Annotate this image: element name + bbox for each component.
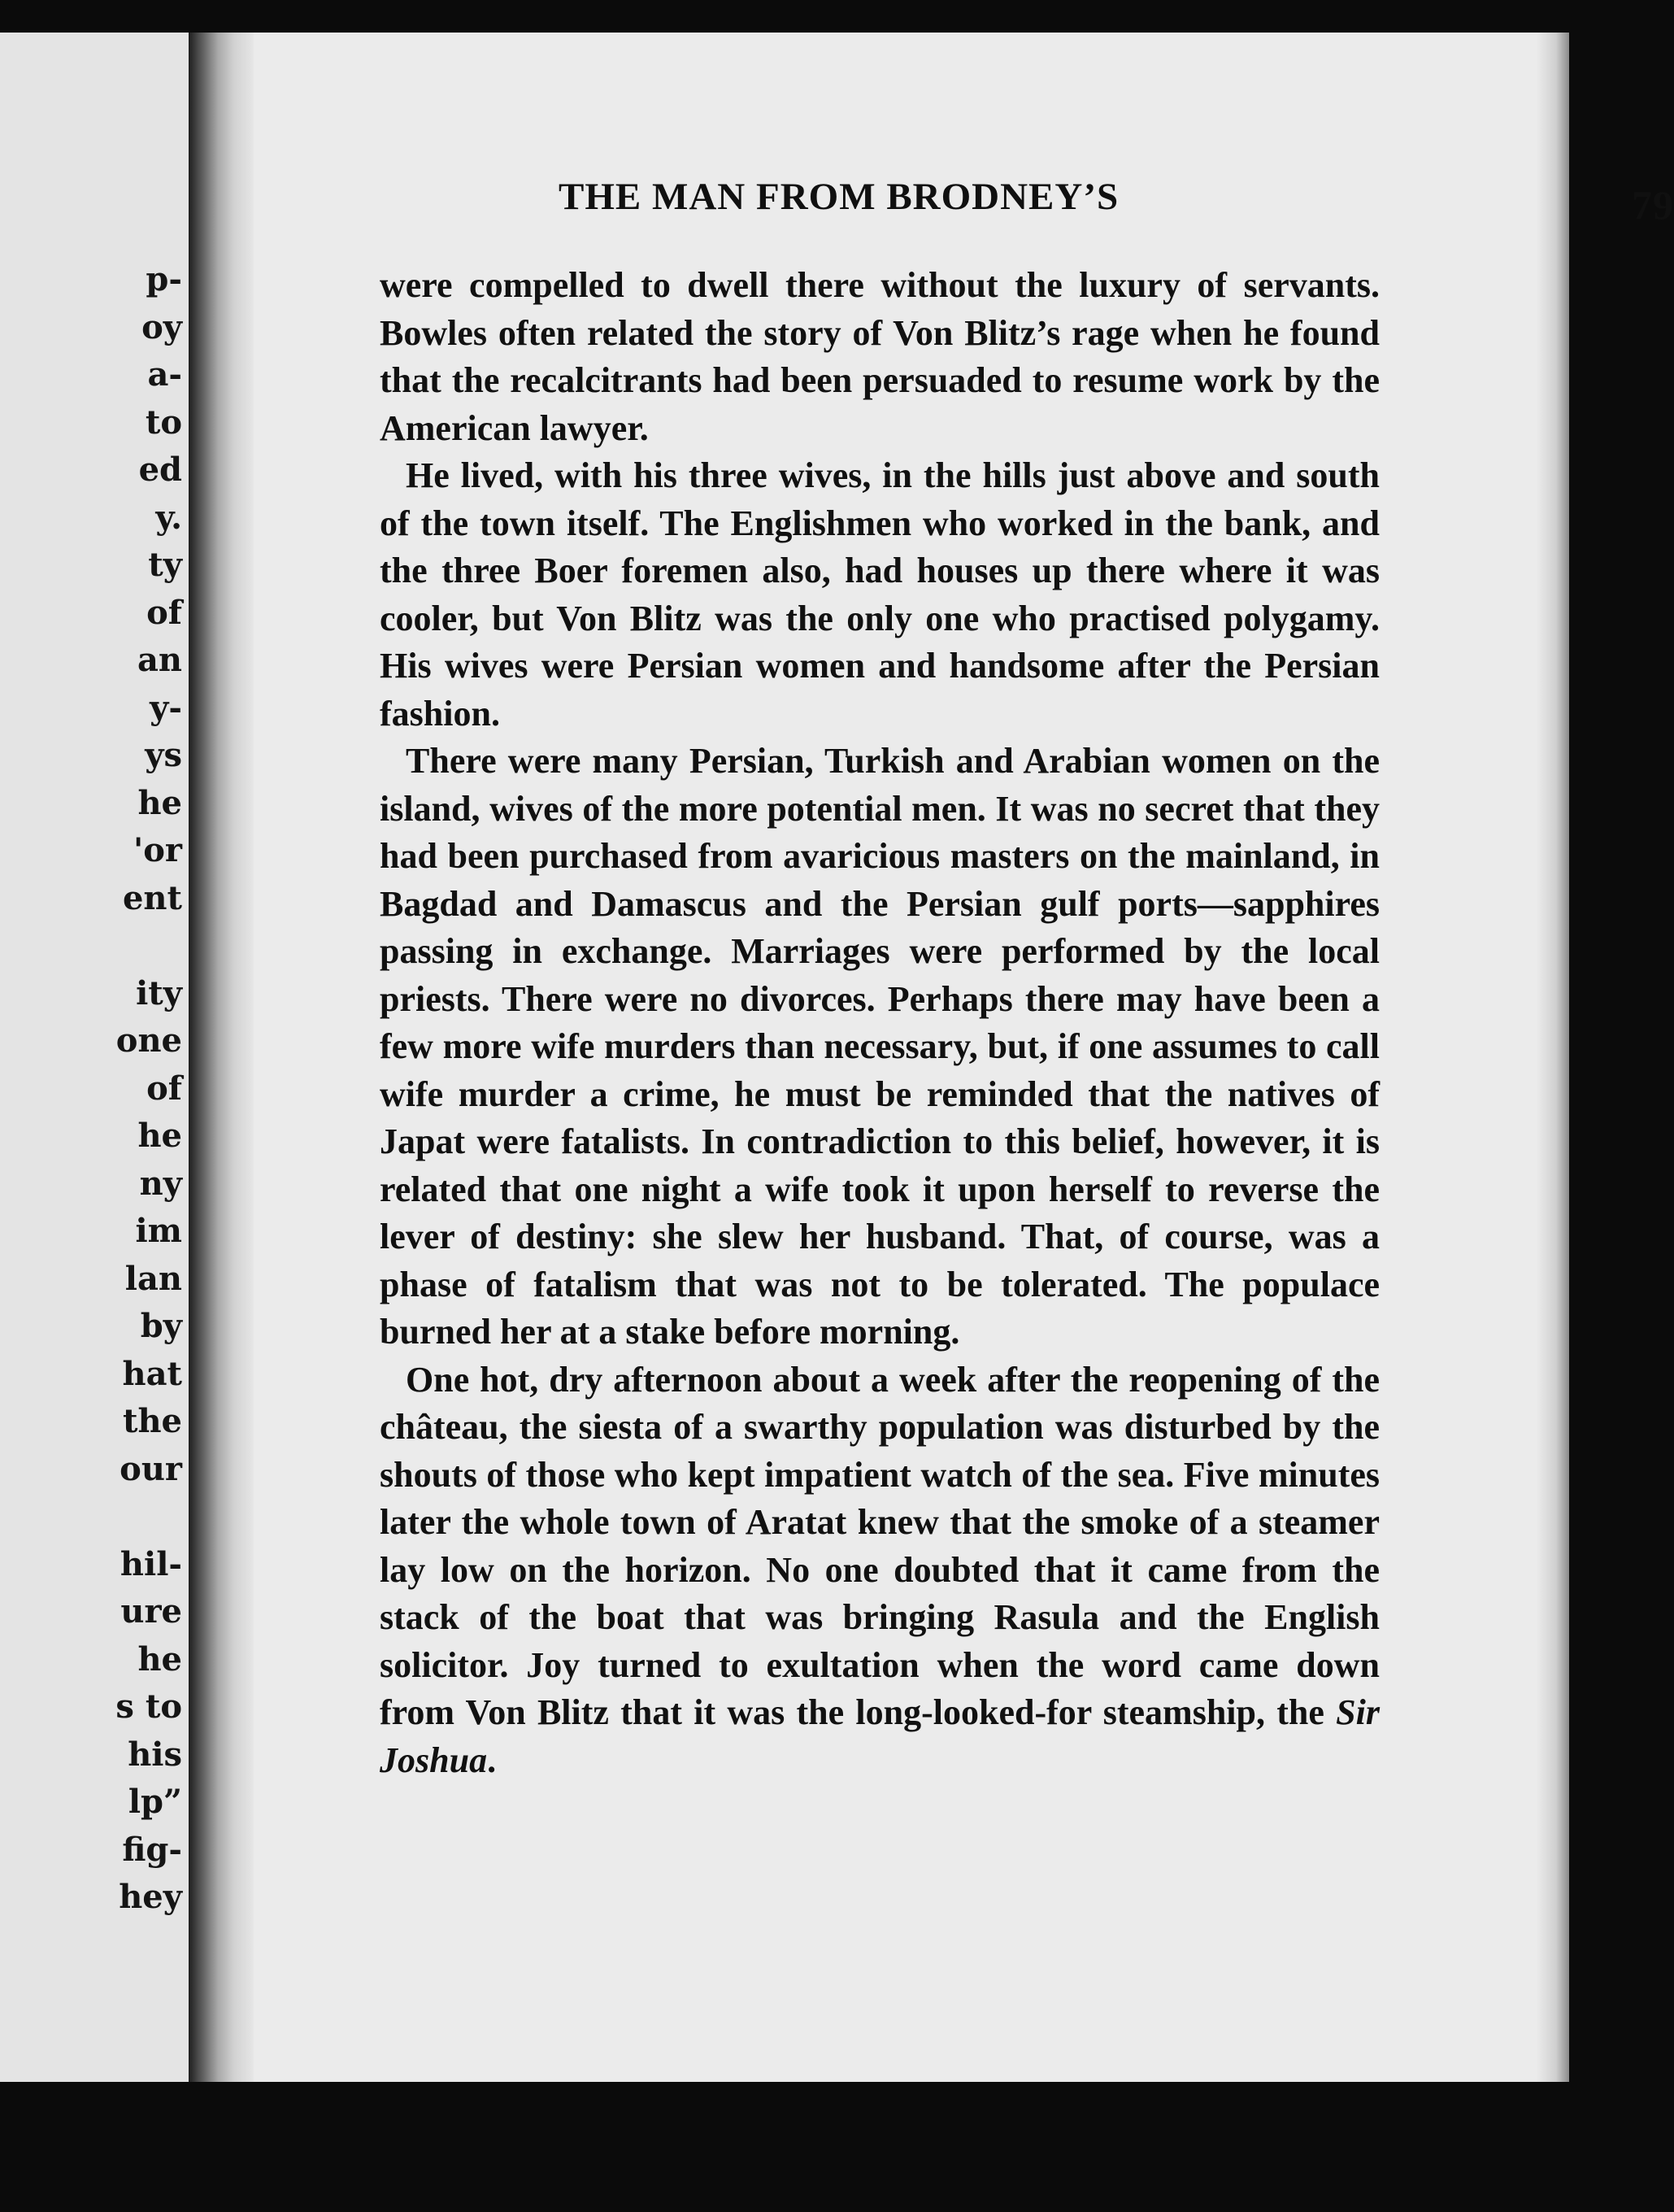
paragraph-2: He lived, with his three wives, in the hills just above and south of the town itself. The Englishmen who worked in the bank, and the three Boer foremen also, had houses up there where it was cooler, but Von Blitz was the only one who practised polygamy. His wives were Persian women and handsome after the Persian fashion. (380, 455, 1380, 734)
previous-page-line-fragment: of (146, 593, 182, 632)
previous-page-line-fragment: one (115, 1021, 182, 1060)
previous-page-line-fragment: a- (147, 355, 182, 394)
previous-page-line-fragment: he (137, 783, 182, 822)
previous-page-line-fragment: y- (150, 688, 182, 727)
book-page (254, 33, 1674, 2082)
previous-page-line-fragment: y. (155, 498, 182, 537)
previous-page-line-fragment: of (146, 1069, 182, 1108)
paragraph-1: were compelled to dwell there without the luxury of servants. Bowles often related the story of Von Blitz’s rage when he found that the recalcitrants had been persuaded to resume work by the American lawyer. (380, 265, 1380, 448)
body-text (380, 262, 1380, 1784)
book-gutter-shadow (189, 33, 254, 2082)
previous-page-line-fragment: lan (124, 1259, 182, 1298)
ship-name: Sir Joshua (380, 1692, 1380, 1780)
previous-page-line-fragment: fig- (122, 1830, 182, 1869)
previous-page-line-fragment: hey (119, 1878, 182, 1916)
previous-page-edge (0, 33, 189, 2082)
page-number: 79 (1632, 182, 1674, 228)
paragraph-4-end: . (487, 1740, 497, 1780)
previous-page-line-fragment: ny (139, 1164, 182, 1203)
previous-page-line-fragment: hil- (120, 1544, 182, 1583)
previous-page-line-fragment: s to (115, 1687, 182, 1726)
previous-page-line-fragment: lp” (128, 1783, 182, 1821)
previous-page-line-fragment: hat (122, 1354, 182, 1393)
previous-page-line-fragment: the (122, 1402, 182, 1440)
previous-page-line-fragment: our (120, 1449, 182, 1488)
previous-page-line-fragment: by (140, 1307, 182, 1345)
previous-page-line-fragment: p- (146, 260, 182, 298)
previous-page-line-fragment: ys (145, 736, 182, 774)
running-head-title: THE MAN FROM BRODNEY’S (559, 176, 1120, 218)
previous-page-line-fragment: he (137, 1117, 182, 1155)
previous-page-line-fragment: ure (120, 1592, 182, 1631)
previous-page-line-fragment: ity (136, 973, 182, 1012)
previous-page-line-fragment: im (135, 1212, 182, 1250)
previous-page-line-fragment: oy (141, 307, 182, 346)
paragraph-4-text: One hot, dry afternoon about a week after the reopening of the château, the siesta of a swarthy population was disturbed by the shouts of those who kept impatient watch of the sea. Five minutes later the whole town of Aratat knew that the smoke of a steamer lay low on the horizon. No one doubted that it came from the stack of the boat that was bringing Rasula and the English solicitor. Joy turned to exultation when the word came down from Von Blitz that it was the long-looked-for steamship, the (380, 1359, 1380, 1732)
previous-page-line-fragment: ed (138, 451, 182, 489)
previous-page-line-fragment: 'or (133, 831, 182, 869)
paragraph-4 (380, 1356, 1380, 1785)
previous-page-line-fragment: ty (148, 546, 182, 584)
previous-page-line-fragment: to (145, 403, 182, 442)
paragraph-3: There were many Persian, Turkish and Arabian women on the island, wives of the more potential men. It was no secret that they had been purchased from avaricious masters on the mainland, in Bagdad and Damascus and the Persian gulf ports—sapphires passing in exchange. Marriages were performed by the local priests. There were no divorces. Perhaps there may have been a few more wife murders than necessary, but, if one assumes to call wife murder a crime, he must be reminded that the natives of Japat were fatalists. In contradiction to this belief, however, it is related that one night a wife took it upon herself to reverse the lever of destiny: she slew her husband. That, of course, was a phase of fatalism that was not to be tolerated. The populace burned her at a stake before morning. (380, 741, 1380, 1352)
previous-page-line-fragment: his (128, 1735, 182, 1774)
previous-page-line-fragment: ent (122, 878, 182, 917)
previous-page-line-fragment: an (137, 641, 182, 679)
page-edge-shadow (1537, 33, 1569, 2082)
previous-page-line-fragment: he (137, 1639, 182, 1679)
